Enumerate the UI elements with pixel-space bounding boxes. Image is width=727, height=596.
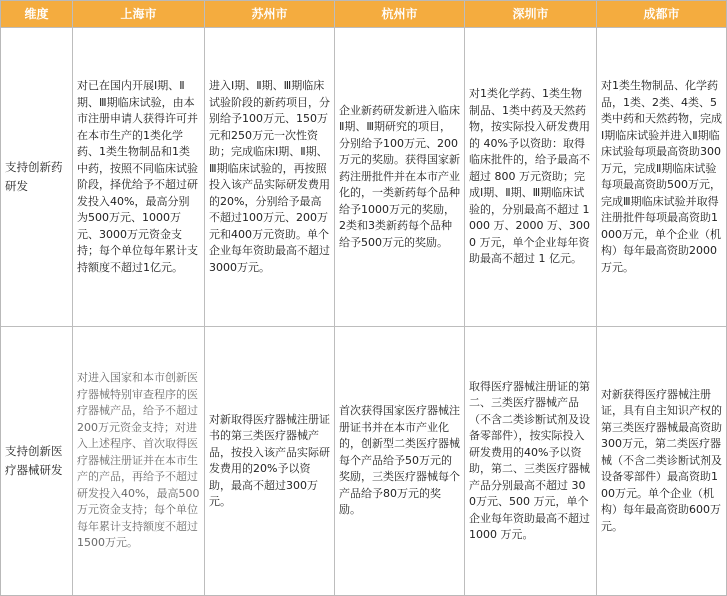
header-city-shenzhen: 深圳市 [465,1,597,28]
cell-device-suzhou: 对新取得医疗器械注册证书的第三类医疗器械产品，按投入该产品实际研发费用的20%予以资助，最高不超过300万元。 [205,327,335,595]
header-city-hangzhou: 杭州市 [335,1,465,28]
cell-drug-chengdu: 对1类生物制品、化学药品，1类、2类、4类、5类中药和天然药物，完成Ⅰ期临床试验并进入Ⅱ期临床试验每项最高资助300万元，完成Ⅱ期临床试验每项最高资助500万元，完成Ⅲ期临床试验并取得注册批件每项最高资助1000万元，单个企业（机构）每年最高资助2000万元。 [597,28,726,327]
cell-drug-suzhou: 进入Ⅰ期、Ⅱ期、Ⅲ期临床试验阶段的新药项目，分别给予100万元、150万元和250万元一次性资助；完成临床Ⅰ期、Ⅱ期、Ⅲ期临床试验的，再按照投入该产品实际研发费用的20%，分别给予最高不超过100万元、200万元和400万元资助。单个企业每年资助最高不超过3000万元。 [205,28,335,327]
cell-device-chengdu: 对新获得医疗器械注册证，具有自主知识产权的第三类医疗器械最高资助300万元，第二类医疗器械（不含二类诊断试剂及设备零部件）最高资助100万元。单个企业（机构）每年最高资助600万元。 [601,387,722,533]
header-dimension: 维度 [1,1,73,28]
cell-drug-hangzhou: 企业新药研发新进入临床Ⅱ期、Ⅲ期研究的项目，分别给予100万元、200万元的奖励。获得国家新药注册批件并在本市产业化的，一类新药每个品种给予1000万元的奖励，2类和3类新药每个品种给予500万元的奖励。 [335,28,465,327]
row-label-text: 支持创新医疗器械研发 [5,444,63,477]
cell-device-shenzhen: 取得医疗器械注册证的第二、三类医疗器械产品（不含二类诊断试剂及设备零部件），按实际投入研发费用的40%予以资助，第二、三类医疗器械产品分别最高不超过 300万元、500 万元，单个企业每年资助最高不超过 1000 万元。 [465,327,597,595]
header-city-shanghai: 上海市 [73,1,205,28]
row-label-drug [1,28,73,327]
cell-drug-shanghai: 对已在国内开展Ⅰ期、Ⅱ期、Ⅲ期临床试验，由本市注册申请人获得许可并在本市生产的1类化学药、1类生物制品和1类中药，按照不同临床试验阶段，择优给予不超过研发投入40%，最高分别为500万元、1000万元、3000万元资金支持；每个单位每年累计支持额度不超过1亿元。 [73,28,205,327]
cell-drug-shenzhen: 对1类化学药、1类生物制品、1类中药及天然药物，按实际投入研发费用的 40%予以资助：取得临床批件的，给予最高不超过 800 万元资助；完成Ⅰ期、Ⅱ期、Ⅲ期临床试验的，分别最高不超过 1000 万、2000 万、3000 万元，单个企业每年资助最高不超过 1 亿元。 [465,28,597,327]
cell-device-hangzhou: 首次获得国家医疗器械注册证书并在本市产业化的，创新型二类医疗器械每个产品给予50万元的奖励，三类医疗器械每个产品给予80万元的奖励。 [335,327,465,595]
header-city-suzhou: 苏州市 [205,1,335,28]
cell-device-shanghai: 对进入国家和本市创新医疗器械特别审查程序的医疗器械产品，给予不超过200万元资金支持；对进入上述程序、首次取得医疗器械注册证并在本市生产的产品，再给予不超过研发投入40%，最高500万元资金支持；每个单位每年累计支持额度不超过1500万元。 [73,327,205,595]
row-label-device [1,327,73,595]
header-city-chengdu: 成都市 [597,1,726,28]
row-label-text: 支持创新药研发 [5,160,63,193]
